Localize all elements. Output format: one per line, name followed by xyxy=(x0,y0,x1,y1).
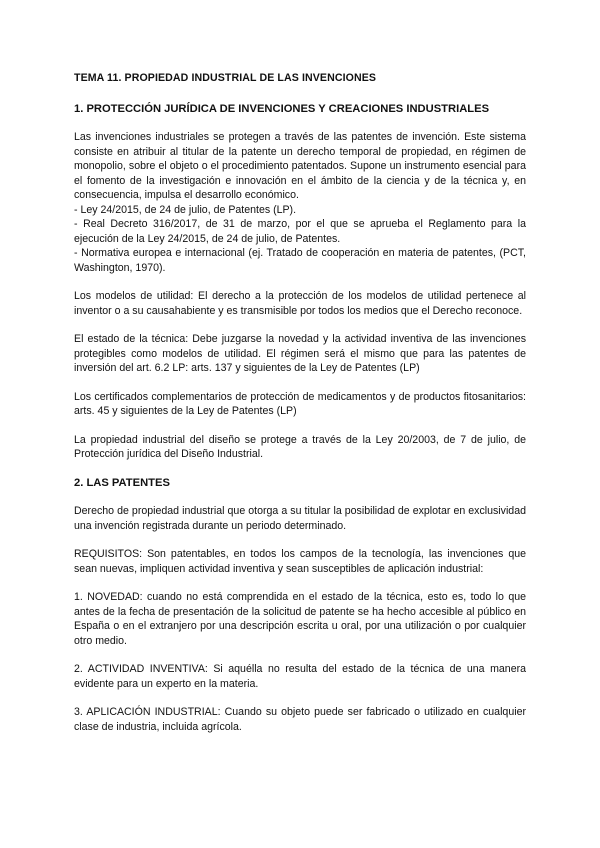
actividad-inventiva-paragraph: 2. ACTIVIDAD INVENTIVA: Si aquélla no resulta del estado de la técnica de una manera evidente para un experto en la materia. xyxy=(74,663,526,690)
section-1-heading: 1. PROTECCIÓN JURÍDICA DE INVENCIONES Y CREACIONES INDUSTRIALES xyxy=(74,102,490,115)
law-item: - Normativa europea e internacional (ej. Tratado de cooperación en materia de patentes, (PCT, Washington, 1970). xyxy=(74,247,526,274)
novedad-paragraph: 1. NOVEDAD: cuando no está comprendida en el estado de la técnica, esto es, todo lo que antes de la fecha de presentación de la solicitud de patente se ha hecho accesible al público en España o en el extranjero por una descripción escrita u oral, por una utilización o por cualquier otro medio. xyxy=(74,591,526,647)
law-item: - Real Decreto 316/2017, de 31 de marzo, por el que se aprueba el Reglamento para la ejecución de la Ley 24/2015, de 24 de julio, de Patentes. xyxy=(74,218,526,245)
modelos-utilidad-paragraph: Los modelos de utilidad: El derecho a la protección de los modelos de utilidad pertenece al inventor o a su causahabiente y es transmisible por todos los medios que el Derecho reconoce. xyxy=(74,290,526,317)
certificados-paragraph: Los certificados complementarios de protección de medicamentos y de productos fitosanitarios: arts. 45 y siguientes de la Ley de Patentes (LP) xyxy=(74,390,526,417)
law-item: - Ley 24/2015, de 24 de julio, de Patentes (LP). xyxy=(74,203,297,216)
document-page xyxy=(74,71,526,748)
section-1-intro-block xyxy=(74,130,526,275)
patente-definition: Derecho de propiedad industrial que otorga a su titular la posibilidad de explotar en exclusividad una invención registrada durante un periodo determinado. xyxy=(74,505,526,532)
section-2-heading: 2. LAS PATENTES xyxy=(74,476,170,489)
estado-tecnica-paragraph: El estado de la técnica: Debe juzgarse la novedad y la actividad inventiva de las invenciones protegibles como modelos de utilidad. El régimen será el mismo que para las patentes de inversión del art. 6.2 LP: arts. 137 y siguientes de la Ley de Patentes (LP) xyxy=(74,333,526,374)
document-title: TEMA 11. PROPIEDAD INDUSTRIAL DE LAS INVENCIONES xyxy=(74,72,377,84)
aplicacion-industrial-paragraph: 3. APLICACIÓN INDUSTRIAL: Cuando su objeto puede ser fabricado o utilizado en cualquier clase de industria, incluida agrícola. xyxy=(74,706,526,733)
requisitos-paragraph: REQUISITOS: Son patentables, en todos los campos de la tecnología, las invenciones que sean nuevas, impliquen actividad inventiva y sean susceptibles de aplicación industrial: xyxy=(74,548,526,575)
diseno-industrial-paragraph: La propiedad industrial del diseño se protege a través de la Ley 20/2003, de 7 de julio, de Protección jurídica del Diseño Industrial. xyxy=(74,433,526,460)
section-1-intro: Las invenciones industriales se protegen a través de las patentes de invención. Este sistema consiste en atribuir al titular de la patente un derecho temporal de propiedad, en régimen de monopolio, sobre el objeto o el procedimiento patentados. Supone un instrumento esencial para el fomento de la investigación e innovación en el ámbito de la ciencia y de la técnica y, en consecuencia, impulsa el desarrollo económico. xyxy=(74,131,526,201)
